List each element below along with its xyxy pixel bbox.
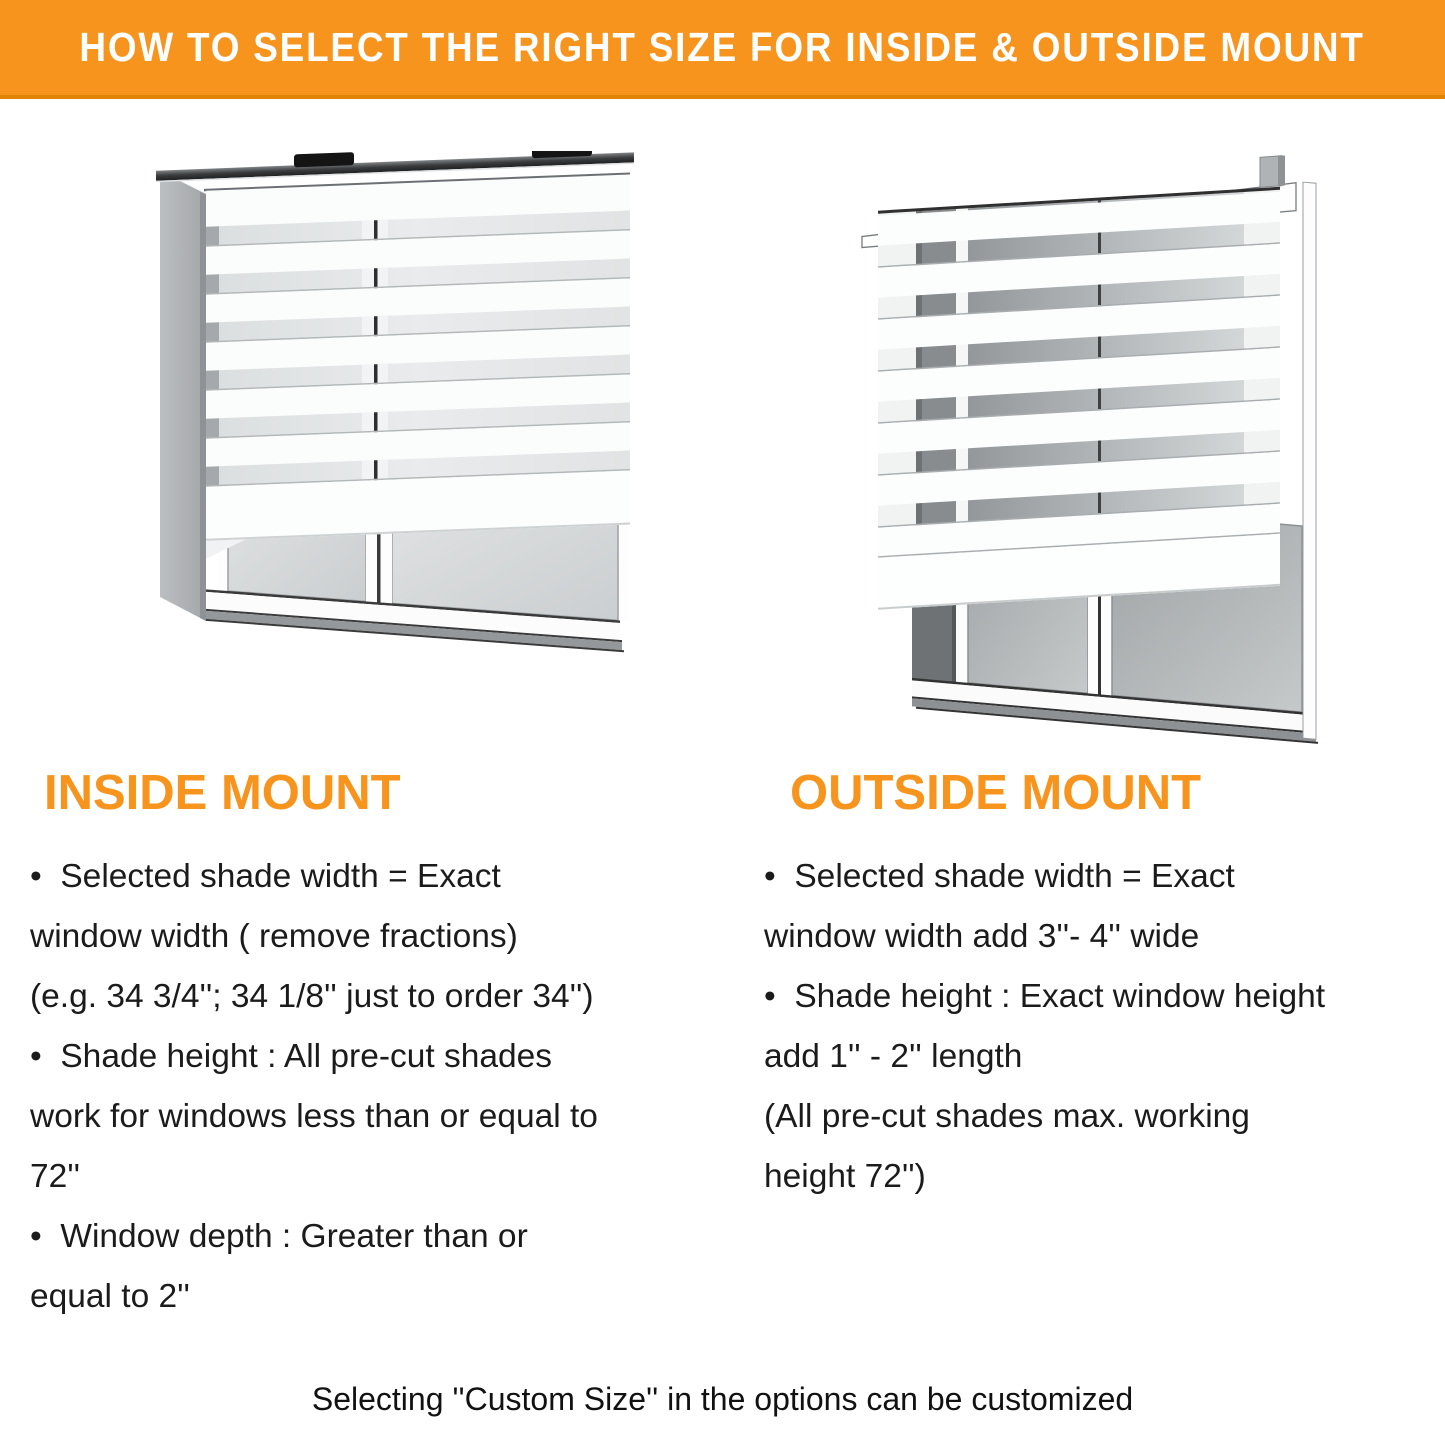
mounting-clip bbox=[294, 152, 354, 167]
instruction-line: • Shade height : Exact window height bbox=[764, 978, 1326, 1015]
inside-mount-instructions bbox=[30, 847, 722, 1327]
instruction-line: • Window depth : Greater than or bbox=[30, 1218, 528, 1255]
instruction-line: • Selected shade width = Exact bbox=[30, 858, 501, 895]
instruction-line: window width add 3''- 4'' wide bbox=[764, 918, 1200, 955]
inside-mount-window-illustration bbox=[148, 151, 638, 726]
custom-size-note: Selecting ''Custom Size'' in the options can be customized bbox=[311, 1381, 1134, 1417]
instruction-line: window width ( remove fractions) bbox=[30, 918, 518, 955]
page-title: HOW TO SELECT THE RIGHT SIZE FOR INSIDE & OUTSIDE MOUNT bbox=[79, 24, 1366, 70]
instruction-line: • Selected shade width = Exact bbox=[764, 858, 1235, 895]
instruction-line: • Shade height : All pre-cut shades bbox=[30, 1038, 552, 1075]
instruction-line: work for windows less than or equal to bbox=[30, 1098, 598, 1135]
instruction-line: (All pre-cut shades max. working bbox=[764, 1098, 1250, 1135]
outside-mount-section bbox=[722, 761, 1445, 1327]
outside-mount-heading: OUTSIDE MOUNT bbox=[790, 766, 1202, 820]
outside-mount-window-illustration bbox=[856, 151, 1326, 761]
header-banner bbox=[0, 0, 1445, 99]
zebra-shade bbox=[878, 187, 1280, 610]
figures-row bbox=[0, 151, 1445, 761]
instruction-line: (e.g. 34 3/4''; 34 1/8'' just to order 34'') bbox=[30, 978, 594, 1015]
window-side-trim bbox=[1303, 182, 1316, 739]
inside-mount-heading: INSIDE MOUNT bbox=[44, 766, 401, 820]
instruction-line: height 72'') bbox=[764, 1158, 926, 1195]
outside-mount-instructions bbox=[764, 847, 1445, 1207]
mount-columns bbox=[0, 761, 1445, 1327]
inside-mount-section bbox=[0, 761, 722, 1327]
instruction-line: add 1'' - 2'' length bbox=[764, 1038, 1023, 1075]
zebra-shade bbox=[156, 151, 634, 561]
window-left-jamb bbox=[160, 171, 206, 621]
instruction-line: equal to 2'' bbox=[30, 1278, 190, 1315]
instruction-line: 72'' bbox=[30, 1158, 81, 1195]
